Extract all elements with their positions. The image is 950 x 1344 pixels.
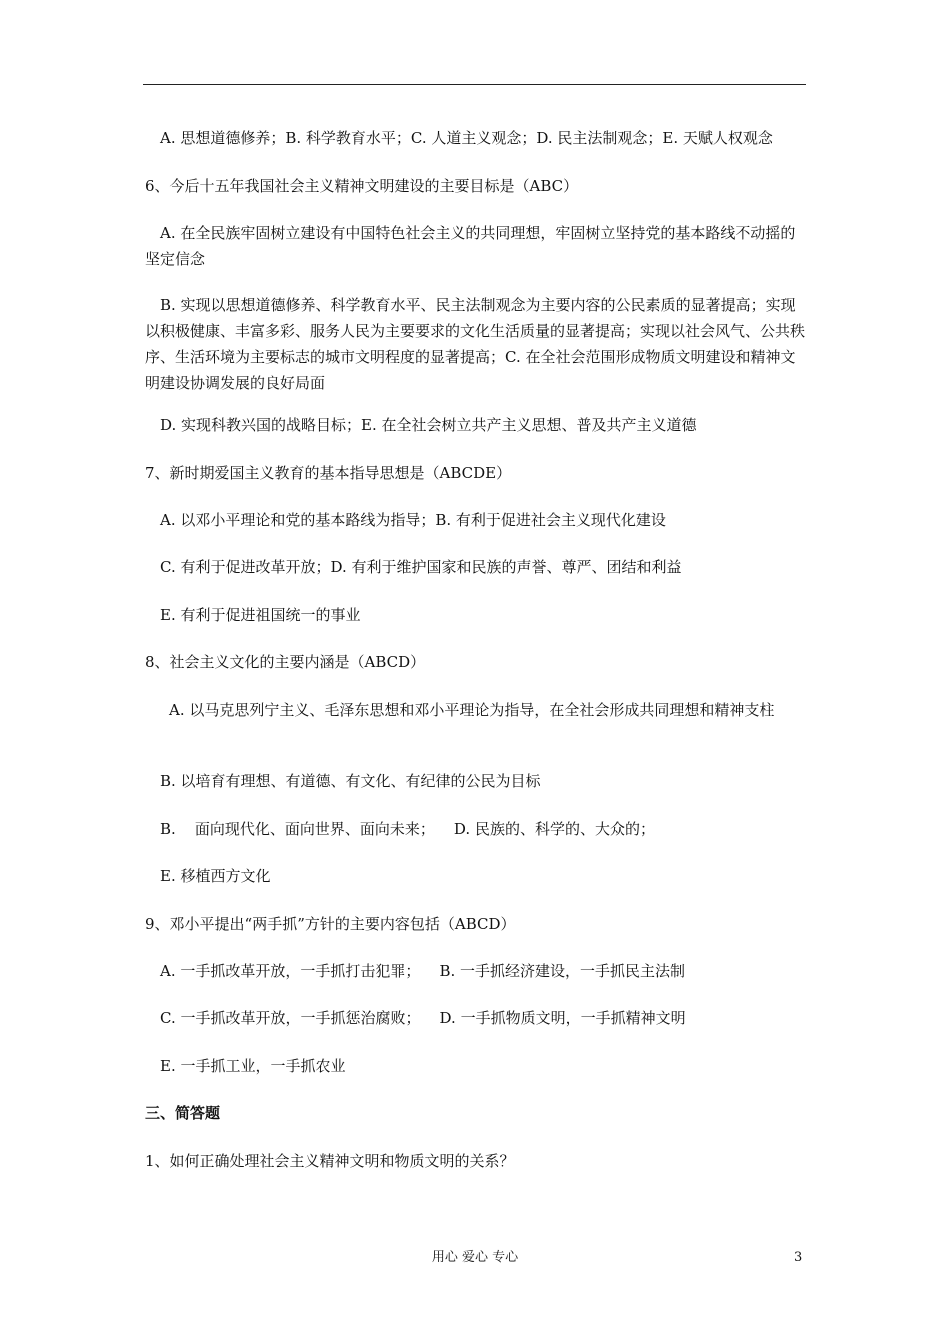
question-7: 7、新时期爱国主义教育的基本指导思想是（ABCDE） — [145, 464, 512, 482]
question-8: 8、社会主义文化的主要内涵是（ABCD） — [145, 653, 426, 671]
short-answer-question-1: 1、如何正确处理社会主义精神文明和物质文明的关系？ — [145, 1152, 515, 1170]
question-6: 6、今后十五年我国社会主义精神文明建设的主要目标是（ABC） — [145, 177, 579, 195]
page-number: 3 — [794, 1250, 803, 1265]
q6-option-d-e: D. 实现科教兴国的战略目标；E. 在全社会树立共产主义思想、普及共产主义道德 — [160, 416, 697, 434]
q7-option-c-d: C. 有利于促进改革开放；D. 有利于维护国家和民族的声誉、尊严、团结和利益 — [160, 558, 682, 576]
q9-option-c-d: C. 一手抓改革开放，一手抓惩治腐败； D. 一手抓物质文明，一手抓精神文明 — [160, 1009, 686, 1027]
q8-option-c-d: B. 面向现代化、面向世界、面向未来； D. 民族的、科学的、大众的； — [160, 820, 655, 838]
q7-option-e: E. 有利于促进祖国统一的事业 — [160, 606, 361, 624]
q7-option-a-b: A. 以邓小平理论和党的基本路线为指导；B. 有利于促进社会主义现代化建设 — [160, 511, 666, 529]
header-rule — [143, 84, 806, 85]
q8-option-e: E. 移植西方文化 — [160, 867, 271, 885]
q6-option-a: A. 在全民族牢固树立建设有中国特色社会主义的共同理想，牢固树立坚持党的基本路线不动摇的坚定信念 — [145, 224, 796, 268]
q9-option-a-b: A. 一手抓改革开放，一手抓打击犯罪； B. 一手抓经济建设，一手抓民主法制 — [160, 962, 686, 980]
q9-option-e: E. 一手抓工业，一手抓农业 — [160, 1057, 346, 1075]
footer-motto: 用心 爱心 专心 — [431, 1250, 519, 1265]
q5-options-line: A. 思想道德修养；B. 科学教育水平；C. 人道主义观念；D. 民主法制观念；E. 天赋人权观念 — [160, 129, 773, 147]
section-heading-short-answer: 三、简答题 — [145, 1104, 221, 1122]
question-9: 9、邓小平提出“两手抓”方针的主要内容包括（ABCD） — [145, 915, 516, 933]
q8-option-b: B. 以培育有理想、有道德、有文化、有纪律的公民为目标 — [160, 772, 541, 790]
q6-option-b-c: B. 实现以思想道德修养、科学教育水平、民主法制观念为主要内容的公民素质的显著提高；实现以积极健康、丰富多彩、服务人民为主要要求的文化生活质量的显著提高；实现以社会风气、公共秩序、生活环境为主要标志的城市文明程度的显著提高；C. 在全社会范围形成物质文明建设和精神文明建设协调发展的良好局面 — [145, 296, 806, 392]
q8-option-a: A. 以马克思列宁主义、毛泽东思想和邓小平理论为指导，在全社会形成共同理想和精神支柱 — [169, 701, 775, 719]
